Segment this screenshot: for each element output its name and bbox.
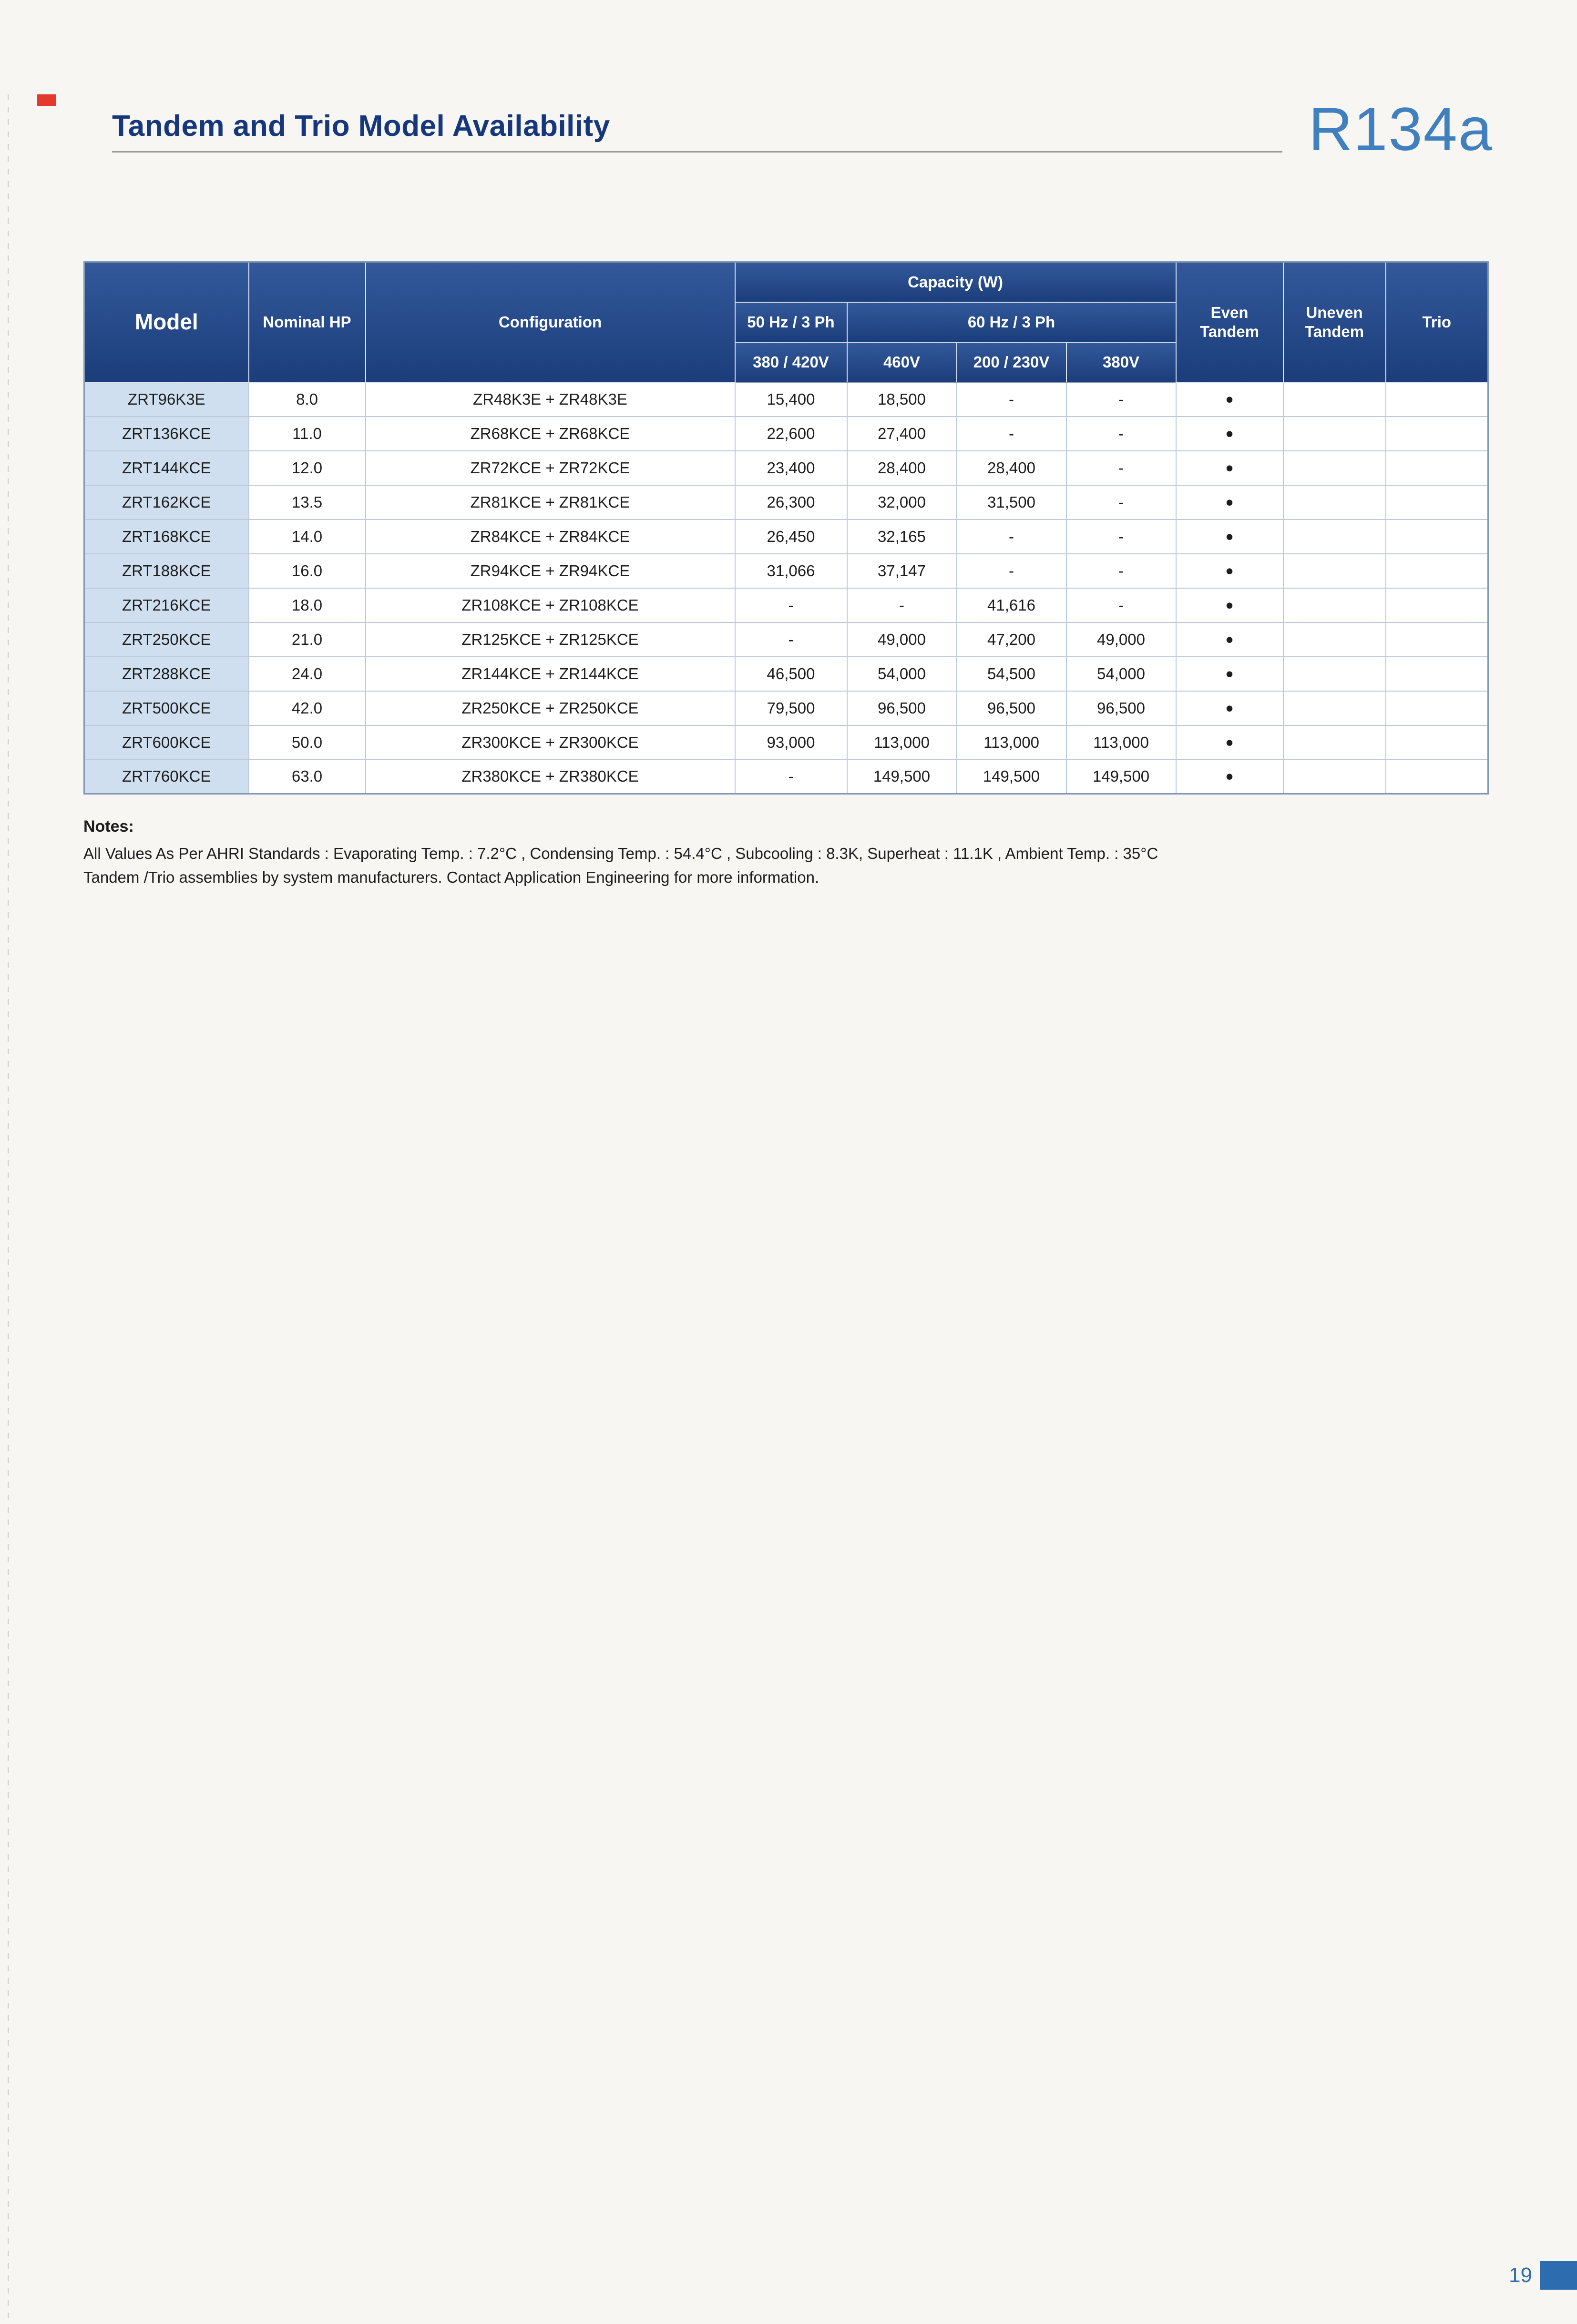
- model-availability-table: [83, 261, 1489, 795]
- cell-config: ZR300KCE + ZR300KCE: [366, 725, 735, 760]
- cell-config: ZR68KCE + ZR68KCE: [366, 417, 735, 451]
- cell-trio: [1386, 382, 1488, 417]
- cell-c200_230: -: [957, 554, 1066, 588]
- cell-even: •: [1176, 657, 1283, 691]
- cell-c380: -: [1066, 554, 1176, 588]
- cell-c200_230: -: [957, 520, 1066, 554]
- table-row: [84, 622, 1488, 657]
- notes-label: Notes:: [83, 817, 134, 836]
- col-header-capacity: Capacity (W): [735, 262, 1176, 302]
- cell-uneven: [1283, 485, 1386, 520]
- cell-model: ZRT760KCE: [84, 760, 249, 794]
- col-header-380v: 380V: [1066, 342, 1176, 382]
- refrigerant-label: R134a: [1308, 95, 1493, 163]
- cell-c380: -: [1066, 451, 1176, 485]
- col-header-380-420v: 380 / 420V: [735, 342, 847, 382]
- cell-config: ZR108KCE + ZR108KCE: [366, 588, 735, 622]
- cell-uneven: [1283, 760, 1386, 794]
- cell-config: ZR72KCE + ZR72KCE: [366, 451, 735, 485]
- cell-c460: 113,000: [847, 725, 957, 760]
- cell-uneven: [1283, 520, 1386, 554]
- cell-trio: [1386, 417, 1488, 451]
- document-page: [0, 94, 1577, 889]
- notes-line-1: All Values As Per AHRI Standards : Evaporating Temp. : 7.2°C , Condensing Temp. : 54.4°C , Subcooling : 8.3K, Superheat : 11.1K , Ambient Temp. : 35°C: [83, 845, 1158, 862]
- cell-uneven: [1283, 417, 1386, 451]
- cell-c380_420: 22,600: [735, 417, 847, 451]
- page-header: [112, 94, 1493, 163]
- col-header-trio: Trio: [1386, 262, 1488, 382]
- cell-trio: [1386, 588, 1488, 622]
- cell-even: •: [1176, 622, 1283, 657]
- cell-model: ZRT600KCE: [84, 725, 249, 760]
- cell-hp: 12.0: [249, 451, 366, 485]
- cell-even: •: [1176, 451, 1283, 485]
- page-corner-tab: [1540, 2261, 1577, 2290]
- cell-c380_420: -: [735, 622, 847, 657]
- cell-c380_420: 15,400: [735, 382, 847, 417]
- cell-c460: 28,400: [847, 451, 957, 485]
- cell-c460: 54,000: [847, 657, 957, 691]
- cell-hp: 18.0: [249, 588, 366, 622]
- cell-even: •: [1176, 588, 1283, 622]
- cell-c460: 32,165: [847, 520, 957, 554]
- title-underline: [112, 151, 1282, 153]
- table-row: [84, 691, 1488, 725]
- cell-trio: [1386, 760, 1488, 794]
- cell-c460: 49,000: [847, 622, 957, 657]
- cell-hp: 50.0: [249, 725, 366, 760]
- col-header-uneven-tandem: Uneven Tandem: [1283, 262, 1386, 382]
- table-row: [84, 451, 1488, 485]
- notes-line-2: Tandem /Trio assemblies by system manufacturers. Contact Application Engineering for more information.: [83, 868, 819, 886]
- cell-c380: -: [1066, 382, 1176, 417]
- cell-model: ZRT136KCE: [84, 417, 249, 451]
- cell-c380_420: 23,400: [735, 451, 847, 485]
- cell-c460: -: [847, 588, 957, 622]
- cell-c460: 27,400: [847, 417, 957, 451]
- cell-c380_420: 26,450: [735, 520, 847, 554]
- cell-hp: 8.0: [249, 382, 366, 417]
- cell-c380: 113,000: [1066, 725, 1176, 760]
- cell-c380_420: 31,066: [735, 554, 847, 588]
- cell-c380: -: [1066, 520, 1176, 554]
- cell-c200_230: 96,500: [957, 691, 1066, 725]
- cell-c200_230: 113,000: [957, 725, 1066, 760]
- cell-c460: 32,000: [847, 485, 957, 520]
- cell-hp: 14.0: [249, 520, 366, 554]
- cell-uneven: [1283, 691, 1386, 725]
- cell-config: ZR250KCE + ZR250KCE: [366, 691, 735, 725]
- cell-c460: 96,500: [847, 691, 957, 725]
- cell-hp: 16.0: [249, 554, 366, 588]
- cell-trio: [1386, 725, 1488, 760]
- cell-uneven: [1283, 554, 1386, 588]
- cell-model: ZRT162KCE: [84, 485, 249, 520]
- cell-even: •: [1176, 760, 1283, 794]
- cell-hp: 63.0: [249, 760, 366, 794]
- cell-trio: [1386, 485, 1488, 520]
- cell-uneven: [1283, 588, 1386, 622]
- cell-hp: 21.0: [249, 622, 366, 657]
- cell-c200_230: 41,616: [957, 588, 1066, 622]
- cell-trio: [1386, 520, 1488, 554]
- table-row: [84, 588, 1488, 622]
- table-body: [84, 382, 1488, 794]
- cell-hp: 24.0: [249, 657, 366, 691]
- cell-model: ZRT250KCE: [84, 622, 249, 657]
- cell-c380_420: 79,500: [735, 691, 847, 725]
- cell-config: ZR48K3E + ZR48K3E: [366, 382, 735, 417]
- cell-c380: -: [1066, 417, 1176, 451]
- cell-model: ZRT288KCE: [84, 657, 249, 691]
- cell-c200_230: 31,500: [957, 485, 1066, 520]
- cell-config: ZR380KCE + ZR380KCE: [366, 760, 735, 794]
- cell-c380: 49,000: [1066, 622, 1176, 657]
- col-header-configuration: Configuration: [366, 262, 735, 382]
- cell-c380_420: 93,000: [735, 725, 847, 760]
- cell-trio: [1386, 554, 1488, 588]
- cell-c380: 54,000: [1066, 657, 1176, 691]
- page-footer: [1509, 2261, 1577, 2290]
- cell-c380: -: [1066, 588, 1176, 622]
- cell-uneven: [1283, 451, 1386, 485]
- table-row: [84, 725, 1488, 760]
- cell-model: ZRT216KCE: [84, 588, 249, 622]
- table-row: [84, 382, 1488, 417]
- cell-c200_230: 54,500: [957, 657, 1066, 691]
- table-row: [84, 657, 1488, 691]
- table-row: [84, 485, 1488, 520]
- cell-hp: 42.0: [249, 691, 366, 725]
- col-header-460v: 460V: [847, 342, 957, 382]
- cell-c380: 96,500: [1066, 691, 1176, 725]
- table-row: [84, 417, 1488, 451]
- cell-c460: 37,147: [847, 554, 957, 588]
- cell-c200_230: -: [957, 417, 1066, 451]
- col-header-200-230v: 200 / 230V: [957, 342, 1066, 382]
- cell-hp: 13.5: [249, 485, 366, 520]
- cell-config: ZR84KCE + ZR84KCE: [366, 520, 735, 554]
- cell-trio: [1386, 657, 1488, 691]
- cell-c380_420: -: [735, 760, 847, 794]
- cell-c200_230: 149,500: [957, 760, 1066, 794]
- cell-uneven: [1283, 657, 1386, 691]
- col-header-60hz: 60 Hz / 3 Ph: [847, 302, 1176, 342]
- cell-trio: [1386, 622, 1488, 657]
- cell-c200_230: -: [957, 382, 1066, 417]
- cell-hp: 11.0: [249, 417, 366, 451]
- cell-model: ZRT96K3E: [84, 382, 249, 417]
- cell-uneven: [1283, 622, 1386, 657]
- col-header-50hz: 50 Hz / 3 Ph: [735, 302, 847, 342]
- col-header-nominal-hp: Nominal HP: [249, 262, 366, 382]
- cell-even: •: [1176, 691, 1283, 725]
- cell-model: ZRT188KCE: [84, 554, 249, 588]
- cell-c380_420: -: [735, 588, 847, 622]
- col-header-model: Model: [84, 262, 249, 382]
- cell-even: •: [1176, 554, 1283, 588]
- page-title: Tandem and Trio Model Availability: [112, 110, 610, 143]
- cell-even: •: [1176, 417, 1283, 451]
- cell-c380_420: 46,500: [735, 657, 847, 691]
- cell-trio: [1386, 451, 1488, 485]
- cell-c380_420: 26,300: [735, 485, 847, 520]
- table-header: [84, 262, 1488, 382]
- cell-even: •: [1176, 485, 1283, 520]
- page-number: 19: [1509, 2263, 1532, 2287]
- cell-c460: 149,500: [847, 760, 957, 794]
- cell-config: ZR94KCE + ZR94KCE: [366, 554, 735, 588]
- cell-c380: -: [1066, 485, 1176, 520]
- cell-model: ZRT144KCE: [84, 451, 249, 485]
- table-row: [84, 554, 1488, 588]
- cell-even: •: [1176, 382, 1283, 417]
- cell-uneven: [1283, 725, 1386, 760]
- cell-c200_230: 28,400: [957, 451, 1066, 485]
- cell-model: ZRT500KCE: [84, 691, 249, 725]
- cell-c200_230: 47,200: [957, 622, 1066, 657]
- cell-c380: 149,500: [1066, 760, 1176, 794]
- cell-even: •: [1176, 725, 1283, 760]
- cell-config: ZR125KCE + ZR125KCE: [366, 622, 735, 657]
- table-row: [84, 760, 1488, 794]
- cell-uneven: [1283, 382, 1386, 417]
- notes-section: [83, 815, 1487, 889]
- col-header-even-tandem: Even Tandem: [1176, 262, 1283, 382]
- cell-model: ZRT168KCE: [84, 520, 249, 554]
- table-row: [84, 520, 1488, 554]
- cell-config: ZR144KCE + ZR144KCE: [366, 657, 735, 691]
- cell-config: ZR81KCE + ZR81KCE: [366, 485, 735, 520]
- cell-even: •: [1176, 520, 1283, 554]
- cell-c460: 18,500: [847, 382, 957, 417]
- cell-trio: [1386, 691, 1488, 725]
